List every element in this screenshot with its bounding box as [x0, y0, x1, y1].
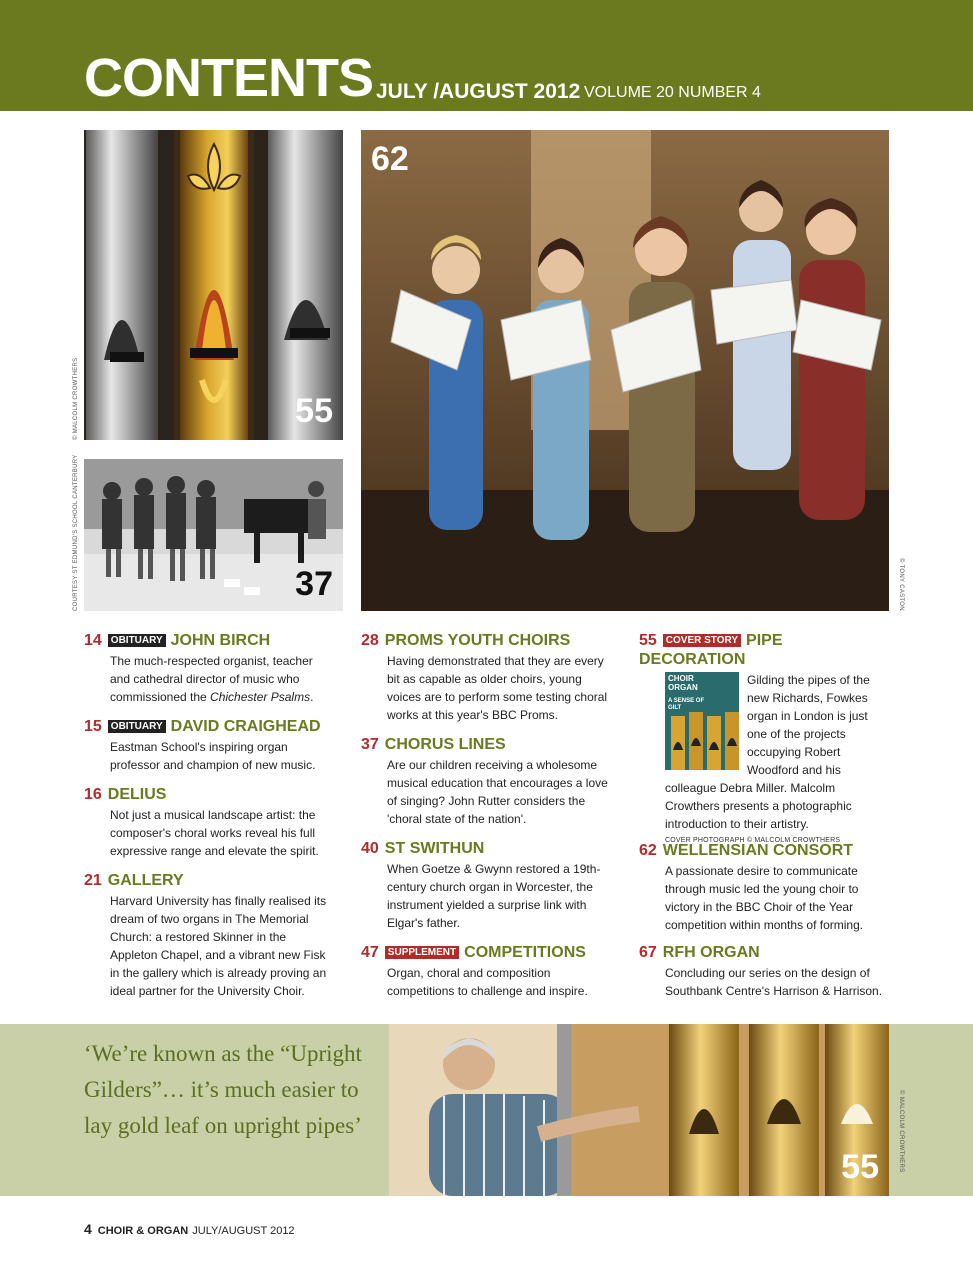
page-footer: [84, 1221, 295, 1237]
entry-title: PIPE DECORATION: [639, 632, 783, 668]
cover-masthead: CHOIR ORGAN: [668, 674, 698, 692]
folio-number: 4: [84, 1221, 92, 1237]
cover-pipes-graphic: [665, 672, 739, 770]
entry-description: Are our children receiving a wholesome musical education that encourages a love of singing? John Rutter considers the 'choral state of the nation'.: [387, 758, 608, 826]
cover-story-tag: COVER STORY: [663, 634, 741, 647]
toc-entry-wellensian-consort[interactable]: 62 WELLENSIAN CONSORT A passionate desire to communicate through music led the young choir to victory in the BBC Choir of the Year competition within months of forming.: [639, 841, 891, 934]
toc-entry-david-craighead[interactable]: 15 OBITUARY DAVID CRAIGHEAD Eastman School's inspiring organ professor and champion of new music.: [84, 717, 329, 774]
entry-description: CHOIR ORGAN A SENSE OF GILT Gilding the pipes of the new Richards, Fowkes organ in London is just one of the projects occupying Robert Woodford and his colleague Debra Miller. Malcolm Crowthers presents a photographic introduction to their artistry.: [665, 673, 870, 831]
cover-photo-credit: COVER PHOTOGRAPH © MALCOLM CROWTHERS: [665, 837, 841, 844]
cover-thumbnail[interactable]: [665, 672, 739, 770]
photo-credit-boys-choir: COURTESY ST EDMUND'S SCHOOL CANTERBURY: [73, 454, 79, 611]
toc-entry-pipe-decoration[interactable]: 55 COVER STORY PIPE DECORATION CHOIR ORGAN A SENSE OF GILT Gilding the pipes of the new Richards, Fowkes organ in London is just one of the projects occupying Robert Woodford and his colleague Debra Miller. Malcolm Crowthers presents a photographic introduction to their artistry. COVER PHOTOGRAPH © MALCOLM CROWTHERS: [639, 631, 891, 844]
supplement-tag: SUPPLEMENT: [385, 946, 459, 959]
header-band: [0, 0, 973, 111]
page-number-62: 62: [371, 140, 409, 178]
gilder-illustration: [389, 1024, 889, 1196]
entry-title: CHORUS LINES: [384, 736, 506, 753]
toc-entry-competitions[interactable]: 47 SUPPLEMENT COMPETITIONS Organ, choral and composition competitions to challenge and inspire.: [361, 943, 616, 1000]
entry-description: Harvard University has finally realised its dream of two organs in The Memorial Church: a restored Skinner in the Appleton Chapel, and a vibrant new Fisk in the gallery which is already proving an ideal partner for the University Choir.: [110, 894, 327, 998]
entry-title: DAVID CRAIGHEAD: [170, 718, 321, 735]
entry-description: Eastman School's inspiring organ professor and champion of new music.: [110, 740, 316, 772]
issue-date: JULY /AUGUST 2012: [376, 80, 581, 103]
toc-entry-john-birch[interactable]: 14 OBITUARY JOHN BIRCH The much-respected organist, teacher and cathedral director of music who commissioned the Chichester Psalms.: [84, 631, 329, 706]
entry-title: WELLENSIAN CONSORT: [662, 842, 854, 859]
obituary-tag: OBITUARY: [108, 634, 166, 647]
footer-issue: JULY/AUGUST 2012: [192, 1225, 295, 1237]
toc-entry-chorus-lines[interactable]: 37 CHORUS LINES Are our children receiving a wholesome musical education that encourages a love of singing? John Rutter considers the 'choral state of the nation'.: [361, 735, 616, 828]
entry-description: Organ, choral and composition competitions to challenge and inspire.: [387, 966, 588, 998]
photo-credit-gilder: © MALCOLM CROWTHERS: [898, 1090, 904, 1173]
toc-entry-proms-youth-choirs[interactable]: 28 PROMS YOUTH CHOIRS Having demonstrated that they are every bit as capable as older choirs, young voices are to perform some testing choral works at this year's BBC Proms.: [361, 631, 616, 724]
organ-pipes-photo[interactable]: [84, 130, 343, 440]
toc-entry-rfh-organ[interactable]: 67 RFH ORGAN Concluding our series on the design of Southbank Centre's Harrison & Harrison.: [639, 943, 891, 1000]
cover-headline: A SENSE OF GILT: [668, 698, 705, 711]
choir-singers-illustration: [361, 130, 889, 611]
entry-description: Having demonstrated that they are every bit as capable as older choirs, young voices are to perform some testing choral works at this year's BBC Proms.: [387, 654, 608, 722]
choir-singers-photo[interactable]: [361, 130, 889, 611]
entry-title: GALLERY: [107, 872, 184, 889]
toc-entry-delius[interactable]: 16 DELIUS Not just a musical landscape artist: the composer's choral works reveal his full expressive range and elevate the spirit.: [84, 785, 329, 860]
entry-title: RFH ORGAN: [662, 944, 760, 961]
gilder-photo[interactable]: [389, 1024, 889, 1196]
entry-description: When Goetze & Gwynn restored a 19th-century church organ in Worcester, the instrument yielded a surprise link with Elgar's father.: [387, 862, 601, 930]
entry-description: A passionate desire to communicate through music led the young choir to victory in the BBC Choir of the Year competition within months of forming.: [665, 864, 864, 932]
entry-title: ST SWITHUN: [384, 840, 485, 857]
toc-entry-gallery[interactable]: 21 GALLERY Harvard University has finally realised its dream of two organs in The Memorial Church: a restored Skinner in the Appleton Chapel, and a vibrant new Fisk in the gallery which is already proving an ideal partner for the University Choir.: [84, 871, 329, 1000]
entry-title: PROMS YOUTH CHOIRS: [384, 632, 571, 649]
entry-description: Not just a musical landscape artist: the composer's choral works reveal his full expressive range and elevate the spirit.: [110, 808, 319, 858]
obituary-tag: OBITUARY: [108, 720, 166, 733]
entry-title: DELIUS: [107, 786, 167, 803]
page-number-37: 37: [295, 565, 333, 603]
page-number-55-gilder: 55: [841, 1148, 879, 1186]
entry-description: The much-respected organist, teacher and cathedral director of music who commissioned the Chichester Psalms.: [110, 654, 314, 704]
volume-number: VOLUME 20 NUMBER 4: [584, 84, 761, 101]
boys-choir-photo[interactable]: [84, 459, 343, 611]
magazine-name: CHOIR & ORGAN: [97, 1225, 189, 1237]
page-number-55: 55: [295, 392, 333, 430]
entry-title: JOHN BIRCH: [170, 632, 271, 649]
entry-title: COMPETITIONS: [464, 944, 586, 961]
page-title: CONTENTS: [84, 48, 373, 108]
toc-entry-st-swithun[interactable]: 40 ST SWITHUN When Goetze & Gwynn restored a 19th-century church organ in Worcester, the instrument yielded a surprise link with Elgar's father.: [361, 839, 616, 932]
photo-credit-choir-singers: © TONY CASTON: [898, 558, 904, 611]
pull-quote: ‘We’re known as the “Upright Gilders”… it’s much easier to lay gold leaf on upright pipes’: [84, 1041, 362, 1138]
photo-credit-organ: © MALCOLM CROWTHERS: [73, 357, 79, 440]
entry-description: Concluding our series on the design of Southbank Centre's Harrison & Harrison.: [665, 966, 883, 998]
